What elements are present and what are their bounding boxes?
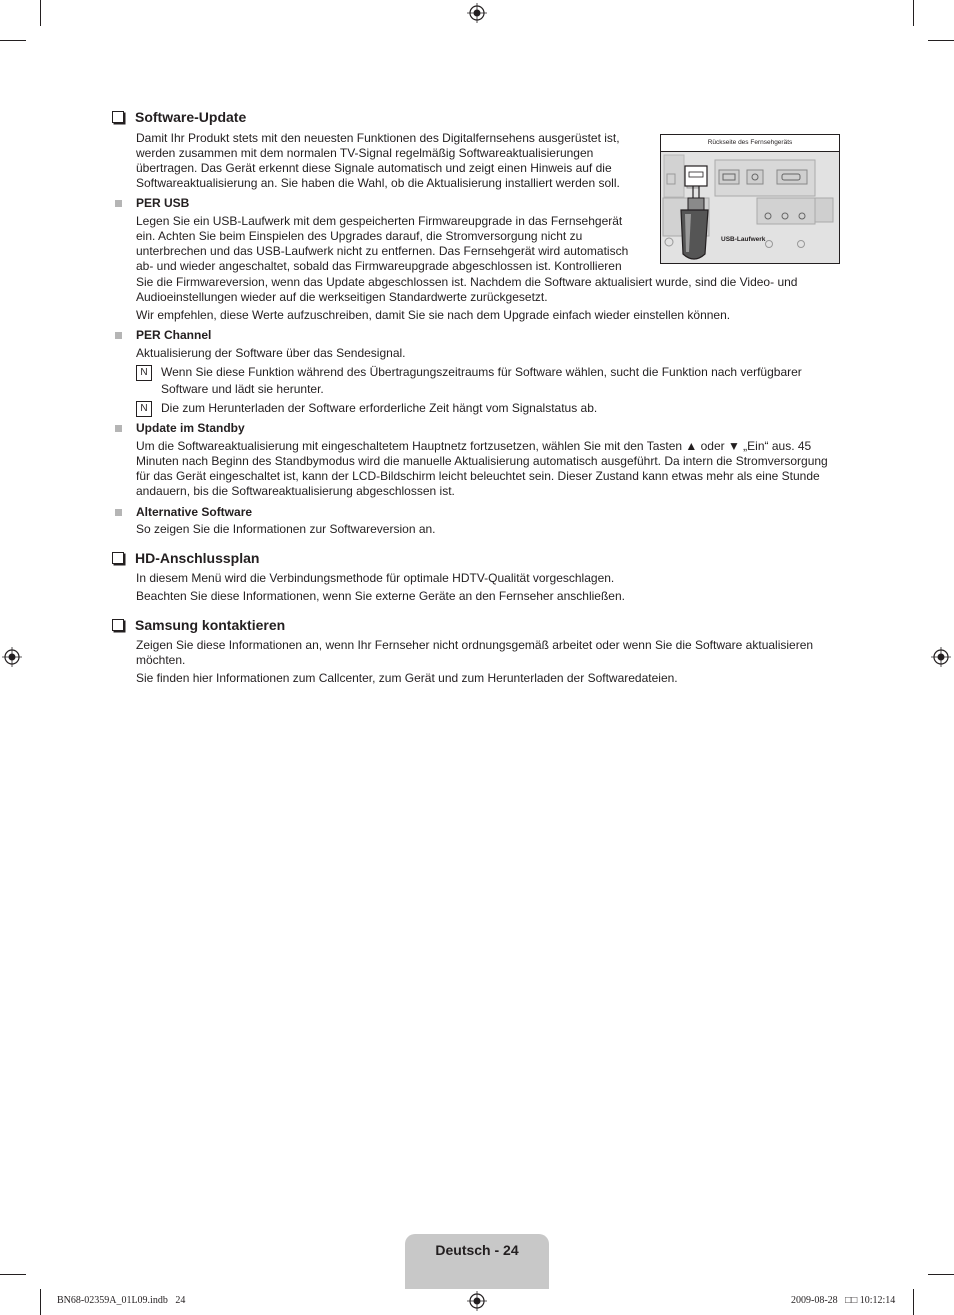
checkbox-bullet-icon — [112, 111, 124, 123]
square-bullet-icon — [115, 425, 122, 432]
registration-mark-icon — [467, 1291, 487, 1311]
section-heading-software-update: Software-Update — [112, 109, 246, 125]
crop-mark — [40, 0, 41, 26]
crop-mark — [928, 40, 954, 41]
section-heading-samsung-kontaktieren: Samsung kontaktieren — [112, 617, 285, 633]
page-number-label: Deutsch - 24 — [435, 1242, 519, 1258]
square-bullet-icon — [115, 509, 122, 516]
per-usb-text: Legen Sie ein USB-Laufwerk mit dem gespeicherten Firmwareupgrade in das Fernsehgerät ein. Achten Sie beim Einspielen des Upgrades darauf, die Stromversorgung nicht zu unterbrechen und das USB-Laufwerk nicht zu entfernen. Das Fernsehgerät wird automatisch ab- und wieder angeschaltet, sobald das Firmwareupgrade abgeschlossen ist. Kontrollieren — [136, 214, 629, 273]
registration-mark-icon — [2, 647, 22, 667]
crop-mark — [928, 1274, 954, 1275]
crop-mark — [40, 1289, 41, 1315]
subheading-alternative-software: Alternative Software — [115, 505, 252, 519]
hd-text-2: Beachten Sie diese Informationen, wenn Sie externe Geräte an den Fernseher anschließen. — [136, 589, 625, 603]
subheading-per-channel: PER Channel — [115, 328, 211, 342]
per-usb-recommendation: Wir empfehlen, diese Werte aufzuschreiben, damit Sie sie nach dem Upgrade einfach wieder einstellen können. — [136, 308, 731, 322]
samsung-text-1: Zeigen Sie diese Informationen an, wenn Ihr Fernseher nicht ordnungsgemäß arbeitet oder wenn Sie die Software aktualisieren möchten. — [136, 638, 814, 667]
hd-text-1: In diesem Menü wird die Verbindungsmethode für optimale HDTV-Qualität vorgeschlagen. — [136, 571, 615, 585]
crop-mark — [913, 1289, 914, 1315]
note-item: N Wenn Sie diese Funktion während des Übertragungszeitraums für Software wählen, sucht die Funktion nach verfügbarer Software und lädt sie herunter. — [136, 364, 840, 398]
crop-mark — [913, 0, 914, 26]
section-heading-hd-anschlussplan: HD-Anschlussplan — [112, 550, 259, 566]
note-icon: N — [136, 401, 152, 417]
alternative-software-text: So zeigen Sie die Informationen zur Softwareversion an. — [136, 522, 436, 536]
registration-mark-icon — [931, 647, 951, 667]
note-item: N Die zum Herunterladen der Software erforderliche Zeit hängt vom Signalstatus ab. — [136, 400, 840, 417]
crop-mark — [0, 1274, 26, 1275]
figure-title: Rückseite des Fernsehgeräts — [661, 135, 839, 152]
crop-mark — [0, 40, 26, 41]
tv-rear-figure — [660, 134, 840, 264]
samsung-text-2: Sie finden hier Informationen zum Callcenter, zum Gerät und zum Herunterladen der Softwaredateien. — [136, 671, 678, 685]
usb-drive-label: USB-Laufwerk — [721, 236, 766, 243]
checkbox-bullet-icon — [112, 619, 124, 631]
per-channel-text: Aktualisierung der Software über das Sendesignal. — [136, 346, 406, 360]
standby-text: Um die Softwareaktualisierung mit eingeschaltetem Hauptnetz fortzusetzen, wählen Sie mit den Tasten ▲ oder ▼ „Ein“ aus. 45 Minuten nach Beginn des Standbymodus wird die manuelle Aktualisierung automatisch ausgeführt. Da intern die Stromversorgung für das Gerät eingeschaltet ist, kann der LCD-Bildschirm leicht beleuchtet sein. Dieser Zustand kann etwas mehr als eine Stunde andauern, bis die Softwareaktualisierung abgeschlossen ist. — [136, 439, 828, 498]
per-usb-text-continued: Sie die Firmwareversion, wenn das Update abgeschlossen ist. Nachdem die Software aktualisiert wurde, sind die Video- und Audioeinstellungen wieder auf die werkseitigen Standardwerte zurückgesetzt. — [136, 275, 798, 304]
tv-rear-panel-illustration — [661, 152, 839, 263]
software-update-intro: Damit Ihr Produkt stets mit den neuesten Funktionen des Digitalfernsehens ausgerüstet ist, werden zusammen mit dem normalen TV-Signal regelmäßig Softwareaktualisierungen übertragen. Das Gerät erkennt diese Signale automatisch und zeigt einen Hinweis auf die Softwareaktualisierung an. Sie haben die Wahl, ob die Aktualisierung installiert werden soll. — [136, 131, 620, 190]
square-bullet-icon — [115, 332, 122, 339]
square-bullet-icon — [115, 200, 122, 207]
print-slug-date: 2009-08-28 □□ 10:12:14 — [791, 1295, 896, 1306]
print-slug-file: BN68-02359A_01L09.indb 24 — [57, 1295, 186, 1306]
note-icon: N — [136, 365, 152, 381]
subheading-update-standby: Update im Standby — [115, 421, 245, 435]
registration-mark-icon — [467, 3, 487, 23]
checkbox-bullet-icon — [112, 552, 124, 564]
subheading-per-usb: PER USB — [115, 196, 189, 210]
